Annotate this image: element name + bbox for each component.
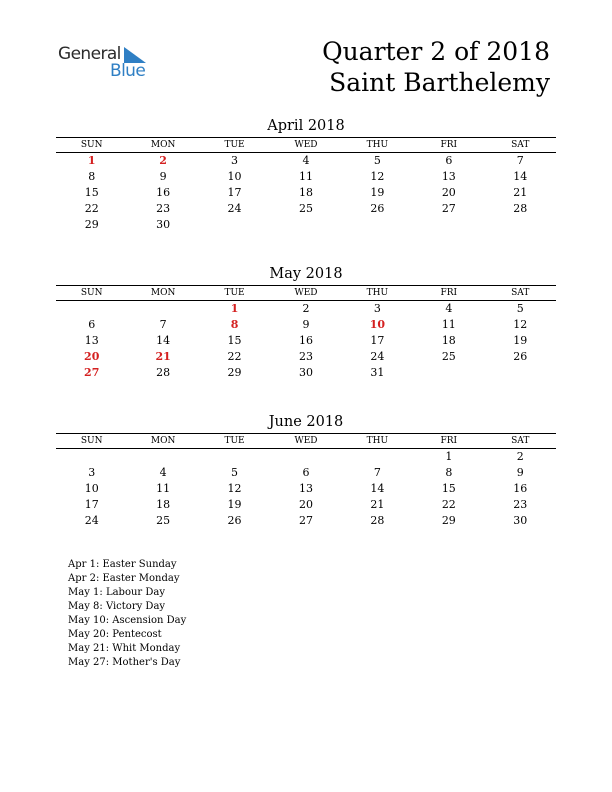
day-cell: 17 [370,333,385,347]
day-cell: 12 [227,481,242,495]
holiday-day-cell: 1 [87,154,96,168]
day-cell: 29 [441,513,456,527]
day-cell: 8 [445,466,453,480]
weekday-header-row [56,285,556,301]
week-row [56,481,556,497]
week-row [56,465,556,481]
week-row [56,153,556,169]
day-cell: 4 [159,466,167,480]
day-cell: 11 [156,481,171,495]
weekday-label: MON [150,140,176,150]
day-cell: 6 [302,466,310,480]
day-cell: 26 [513,349,528,363]
day-cell: 24 [84,513,99,527]
logo-text-general: General [58,44,121,64]
weekday-label: SUN [80,140,103,150]
day-cell: 7 [159,318,167,332]
weekday-label: TUE [224,288,245,298]
day-cell: 28 [156,365,171,379]
weekday-label: SAT [511,288,530,298]
day-cell: 30 [156,217,171,231]
week-row [56,301,556,317]
brand-logo [58,44,168,84]
day-cell: 5 [231,466,239,480]
day-cell: 24 [370,349,385,363]
day-cell: 21 [513,185,528,199]
holiday-day-cell: 8 [230,318,239,332]
holiday-day-cell: 10 [369,318,386,332]
day-cell: 25 [298,201,313,215]
day-cell: 5 [373,154,381,168]
day-cell: 27 [298,513,313,527]
day-cell: 19 [227,497,242,511]
day-cell: 13 [298,481,313,495]
day-cell: 22 [441,497,456,511]
holiday-item: May 8: Victory Day [68,601,166,612]
day-cell: 28 [513,201,528,215]
day-cell: 17 [84,497,99,511]
title-quarter: Quarter 2 of 2018 [322,37,550,66]
day-cell: 3 [231,154,239,168]
weekday-header-row [56,137,556,153]
day-cell: 10 [84,481,99,495]
day-cell: 25 [156,513,171,527]
day-cell: 10 [227,170,242,184]
day-cell: 17 [227,185,242,199]
holiday-day-cell: 20 [84,349,100,363]
month-title: May 2018 [269,266,343,282]
day-cell: 23 [298,349,313,363]
weekday-label: WED [294,436,318,446]
day-cell: 25 [441,349,456,363]
logo-text-blue: Blue [110,61,146,81]
day-cell: 26 [370,201,385,215]
day-cell: 18 [156,497,171,511]
weekday-label: MON [150,288,176,298]
day-cell: 21 [370,497,385,511]
holiday-item: May 21: Whit Monday [68,643,181,654]
holiday-day-cell: 1 [230,302,239,316]
title-country: Saint Barthelemy [329,68,550,97]
day-cell: 19 [513,333,528,347]
month-title: June 2018 [268,414,344,430]
day-cell: 3 [373,302,381,316]
day-cell: 14 [156,333,171,347]
day-cell: 18 [441,333,456,347]
day-cell: 14 [370,481,385,495]
day-cell: 4 [302,154,310,168]
day-cell: 20 [441,185,456,199]
day-cell: 30 [298,365,313,379]
weekday-label: MON [150,436,176,446]
day-cell: 7 [516,154,524,168]
weekday-label: THU [366,436,389,446]
day-cell: 2 [516,450,524,464]
day-cell: 9 [159,170,167,184]
day-cell: 15 [227,333,242,347]
day-cell: 11 [298,170,313,184]
holiday-item: Apr 2: Easter Monday [68,573,180,584]
day-cell: 5 [516,302,524,316]
week-row [56,317,556,333]
day-cell: 2 [302,302,310,316]
month-calendar-june [56,413,556,528]
day-cell: 4 [445,302,453,316]
week-row [56,449,556,465]
day-cell: 30 [513,513,528,527]
day-cell: 14 [513,170,528,184]
page-title [322,36,550,98]
weekday-label: FRI [440,436,458,446]
day-cell: 23 [513,497,528,511]
day-cell: 15 [441,481,456,495]
day-cell: 13 [441,170,456,184]
day-cell: 6 [445,154,453,168]
holiday-item: May 20: Pentecost [68,629,162,640]
weekday-label: SUN [80,436,103,446]
day-cell: 23 [156,201,171,215]
day-cell: 16 [156,185,171,199]
day-cell: 18 [298,185,313,199]
day-cell: 16 [513,481,528,495]
day-cell: 12 [513,318,528,332]
holiday-day-cell: 2 [159,154,167,168]
weekday-header-row [56,433,556,449]
holiday-day-cell: 27 [84,365,100,379]
week-row [56,512,556,528]
holiday-item: Apr 1: Easter Sunday [68,559,177,570]
day-cell: 12 [370,170,385,184]
weekday-label: FRI [440,140,458,150]
weekday-label: WED [294,140,318,150]
day-cell: 6 [88,318,96,332]
day-cell: 11 [441,318,456,332]
week-row [56,348,556,364]
day-cell: 8 [88,170,96,184]
week-row [56,169,556,185]
holiday-day-cell: 21 [155,349,171,363]
holiday-item: May 27: Mother's Day [68,657,181,668]
day-cell: 3 [88,466,96,480]
month-calendar-may [56,265,556,380]
week-row [56,333,556,349]
weekday-label: THU [366,288,389,298]
day-cell: 9 [302,318,310,332]
day-cell: 20 [298,497,313,511]
weekday-label: SAT [511,436,530,446]
weekday-label: WED [294,288,318,298]
day-cell: 1 [445,450,453,464]
day-cell: 29 [227,365,242,379]
day-cell: 16 [298,333,313,347]
weekday-label: TUE [224,436,245,446]
weekday-label: SUN [80,288,103,298]
day-cell: 26 [227,513,242,527]
holiday-item: May 10: Ascension Day [68,615,187,626]
week-row [56,364,556,380]
day-cell: 13 [84,333,99,347]
week-row [56,185,556,201]
month-title: April 2018 [267,118,345,134]
weekday-label: THU [366,140,389,150]
day-cell: 27 [441,201,456,215]
day-cell: 7 [373,466,381,480]
holiday-item: May 1: Labour Day [68,587,165,598]
day-cell: 15 [84,185,99,199]
day-cell: 28 [370,513,385,527]
week-row [56,216,556,232]
day-cell: 22 [227,349,242,363]
day-cell: 24 [227,201,242,215]
holiday-list [68,558,186,670]
day-cell: 31 [370,365,385,379]
month-calendar-april [56,117,556,232]
weekday-label: FRI [440,288,458,298]
day-cell: 9 [516,466,524,480]
weekday-label: SAT [511,140,530,150]
week-row [56,200,556,216]
week-row [56,496,556,512]
weekday-label: TUE [224,140,245,150]
day-cell: 29 [84,217,99,231]
day-cell: 22 [84,201,99,215]
day-cell: 19 [370,185,385,199]
